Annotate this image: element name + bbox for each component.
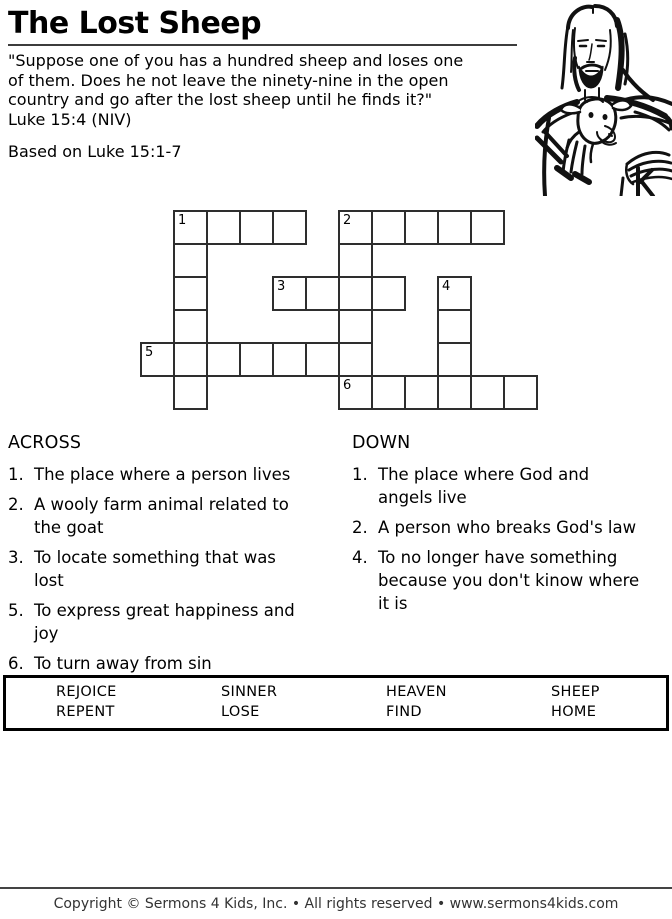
grid-clue-number: 4: [442, 279, 451, 294]
scripture-quote: [8, 51, 463, 129]
grid-cell-1: [173, 210, 208, 245]
word-bank-word: LOSE: [221, 703, 260, 720]
clue-text: [34, 652, 340, 675]
clue-text-line: To no longer have something: [378, 548, 618, 567]
clue-text: [34, 463, 340, 486]
clue-text: [34, 493, 340, 539]
quote-line: Luke 15:4 (NIV): [8, 109, 132, 129]
clue-text: [378, 516, 670, 539]
grid-cell: [173, 375, 208, 410]
grid-cell: [338, 342, 373, 377]
word-bank-word: SHEEP: [551, 684, 600, 700]
clue-text-line: To locate something that was: [34, 548, 276, 567]
grid-cell: [206, 342, 241, 377]
clue-text-line: A person who breaks God's law: [378, 518, 637, 537]
clue-number: 3.: [8, 548, 24, 567]
clue-text-line: To turn away from sin: [34, 654, 212, 673]
grid-cell: [371, 375, 406, 410]
grid-cell: [437, 309, 472, 344]
word-bank-word: HOME: [551, 703, 597, 720]
grid-cell: [272, 342, 307, 377]
clue-text-line: The place where God and: [378, 465, 590, 484]
clue-text: [34, 599, 340, 645]
clue-text: [378, 463, 670, 509]
clue-item: [8, 463, 340, 486]
clue-item: [8, 599, 340, 645]
grid-cell: [206, 210, 241, 245]
clue-number: 5.: [8, 601, 24, 620]
clue-number: 4.: [352, 548, 368, 567]
word-bank-word: REPENT: [56, 703, 115, 720]
across-clue-list: [8, 463, 340, 675]
clue-number: 2.: [8, 495, 24, 514]
grid-cell: [371, 210, 406, 245]
grid-cell-5: [140, 342, 175, 377]
word-bank: [3, 675, 669, 731]
grid-cell: [470, 375, 505, 410]
clue-item: [8, 493, 340, 539]
clue-item: [8, 652, 340, 675]
grid-cell: [437, 375, 472, 410]
clue-text-line: joy: [34, 624, 59, 643]
grid-cell-3: [272, 276, 307, 311]
grid-clue-number: 6: [343, 378, 352, 393]
quote-line: "Suppose one of you has a hundred sheep and loses one: [8, 51, 464, 70]
clue-number: 6.: [8, 654, 24, 673]
grid-cell: [239, 210, 274, 245]
grid-clue-number: 3: [277, 279, 286, 294]
grid-cell: [338, 276, 373, 311]
grid-cell: [503, 375, 538, 410]
grid-cell: [338, 309, 373, 344]
clue-number: 2.: [352, 518, 368, 537]
grid-cell: [173, 276, 208, 311]
clue-item: [352, 463, 670, 509]
grid-clue-number: 2: [343, 213, 352, 228]
grid-cell: [173, 243, 208, 278]
footer: [0, 887, 672, 912]
title-rule: [8, 44, 517, 46]
crossword-grid: [140, 210, 540, 412]
page-title: The Lost Sheep: [8, 6, 262, 41]
down-clues: [352, 433, 670, 622]
word-bank-word: HEAVEN: [386, 684, 447, 700]
grid-cell: [338, 243, 373, 278]
jesus-holding-lamb-illustration: [535, 0, 672, 196]
across-clues: [8, 433, 340, 682]
across-heading: ACROSS: [8, 433, 82, 453]
clue-text-line: To express great happiness and: [34, 601, 295, 620]
clues-section: [8, 433, 668, 673]
clue-text-line: A wooly farm animal related to: [34, 495, 289, 514]
grid-cell: [437, 342, 472, 377]
clue-text-line: it is: [378, 594, 408, 613]
clue-item: [8, 546, 340, 592]
grid-cell: [371, 276, 406, 311]
quote-line: of them. Does he not leave the ninety-nine in the open: [8, 70, 449, 90]
grid-clue-number: 5: [145, 345, 154, 360]
grid-cell-4: [437, 276, 472, 311]
grid-cell: [173, 342, 208, 377]
down-clue-list: [352, 463, 670, 615]
grid-clue-number: 1: [178, 213, 187, 228]
grid-cell: [470, 210, 505, 245]
clue-item: [352, 516, 670, 539]
word-bank-word: SINNER: [221, 684, 278, 700]
grid-cell: [305, 276, 340, 311]
word-bank-word: FIND: [386, 703, 422, 720]
word-bank-word: REJOICE: [56, 684, 117, 700]
clue-number: 1.: [8, 465, 24, 484]
clue-text: [34, 546, 340, 592]
down-heading: DOWN: [352, 433, 411, 453]
grid-cell: [305, 342, 340, 377]
grid-cell: [239, 342, 274, 377]
clue-text-line: because you don't kinow where: [378, 571, 640, 590]
grid-cell-6: [338, 375, 373, 410]
grid-cell: [173, 309, 208, 344]
clue-text-line: angels live: [378, 488, 467, 507]
grid-cell: [272, 210, 307, 245]
based-on-text: Based on Luke 15:1-7: [8, 142, 182, 161]
grid-cell: [437, 210, 472, 245]
quote-line: country and go after the lost sheep until he finds it?": [8, 90, 433, 109]
grid-cell-2: [338, 210, 373, 245]
grid-cell: [404, 375, 439, 410]
clue-text-line: lost: [34, 571, 64, 590]
grid-cell: [404, 210, 439, 245]
clue-text-line: The place where a person lives: [34, 465, 291, 484]
clue-item: [352, 546, 670, 615]
copyright-text: Copyright © Sermons 4 Kids, Inc. • All rights reserved • www.sermons4kids.com: [53, 896, 619, 912]
clue-number: 1.: [352, 465, 368, 484]
clue-text-line: the goat: [34, 518, 104, 537]
clue-text: [378, 546, 670, 615]
